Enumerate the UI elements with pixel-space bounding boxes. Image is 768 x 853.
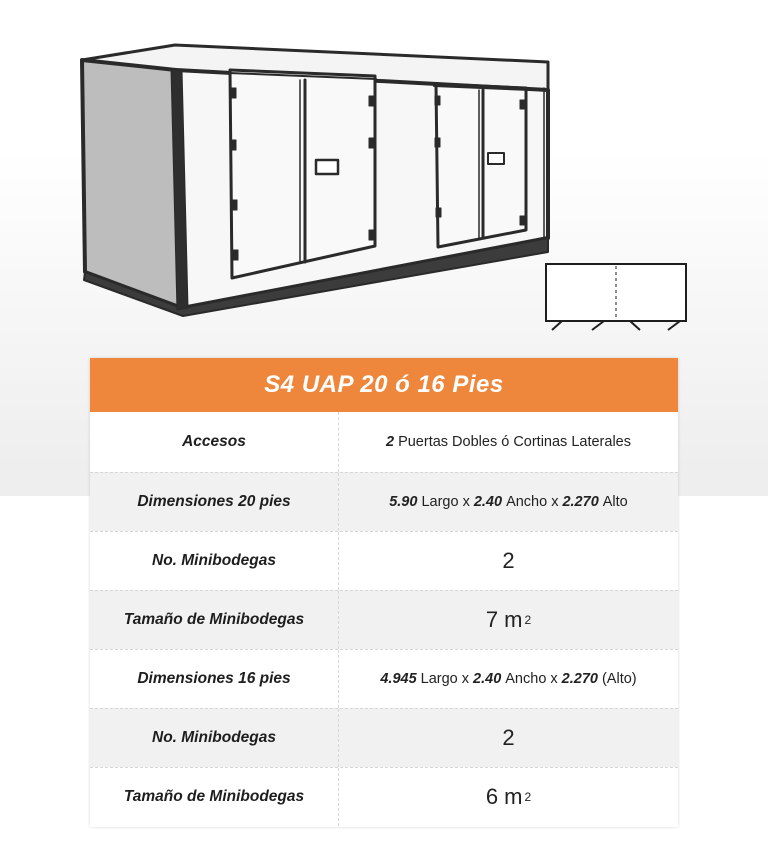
floor-plan-diagram — [546, 264, 686, 330]
alto-value: 2.270 — [561, 671, 598, 687]
ancho-label: Ancho x — [506, 494, 559, 510]
spec-label: Accesos — [90, 412, 339, 472]
spec-value — [339, 473, 678, 531]
spec-value: 2 — [502, 725, 515, 750]
spec-label: Tamaño de Minibodegas — [90, 591, 339, 649]
spec-value — [339, 412, 678, 472]
size-value: 7 m — [485, 607, 523, 632]
spec-value — [339, 768, 678, 826]
ancho-value: 2.40 — [473, 494, 503, 510]
largo-label: Largo x — [421, 494, 470, 510]
spec-row-dimensiones-20 — [90, 472, 678, 531]
ancho-label: Ancho x — [505, 671, 558, 687]
ancho-value: 2.40 — [473, 671, 502, 687]
spec-value: 2 — [502, 548, 515, 573]
size-superscript: 2 — [524, 790, 532, 804]
spec-label: Dimensiones 20 pies — [90, 473, 339, 531]
spec-label: Dimensiones 16 pies — [90, 650, 339, 708]
spec-title: S4 UAP 20 ó 16 Pies — [264, 371, 504, 398]
largo-value: 4.945 — [380, 671, 417, 687]
largo-value: 5.90 — [389, 494, 418, 510]
spec-row-tamano-16 — [90, 767, 678, 826]
accesos-count: 2 — [385, 434, 395, 450]
alto-label: (Alto) — [601, 671, 637, 687]
spec-row-minibodegas-20 — [90, 531, 678, 590]
spec-label: Tamaño de Minibodegas — [90, 768, 339, 826]
size-superscript: 2 — [524, 613, 532, 627]
spec-table — [90, 358, 678, 827]
spec-header — [90, 358, 678, 412]
size-value: 6 m — [485, 784, 523, 809]
largo-label: Largo x — [420, 671, 470, 687]
alto-value: 2.270 — [562, 494, 599, 510]
spec-row-accesos — [90, 412, 678, 472]
spec-row-minibodegas-16 — [90, 708, 678, 767]
accesos-text: Puertas Dobles ó Cortinas Laterales — [398, 434, 631, 450]
container-illustration — [0, 0, 768, 350]
spec-row-tamano-20 — [90, 590, 678, 649]
spec-value — [339, 591, 678, 649]
alto-label: Alto — [602, 494, 628, 510]
spec-label: No. Minibodegas — [90, 709, 339, 767]
spec-row-dimensiones-16 — [90, 649, 678, 708]
spec-value — [339, 650, 678, 708]
spec-label: No. Minibodegas — [90, 532, 339, 590]
container-drawing — [82, 45, 548, 316]
